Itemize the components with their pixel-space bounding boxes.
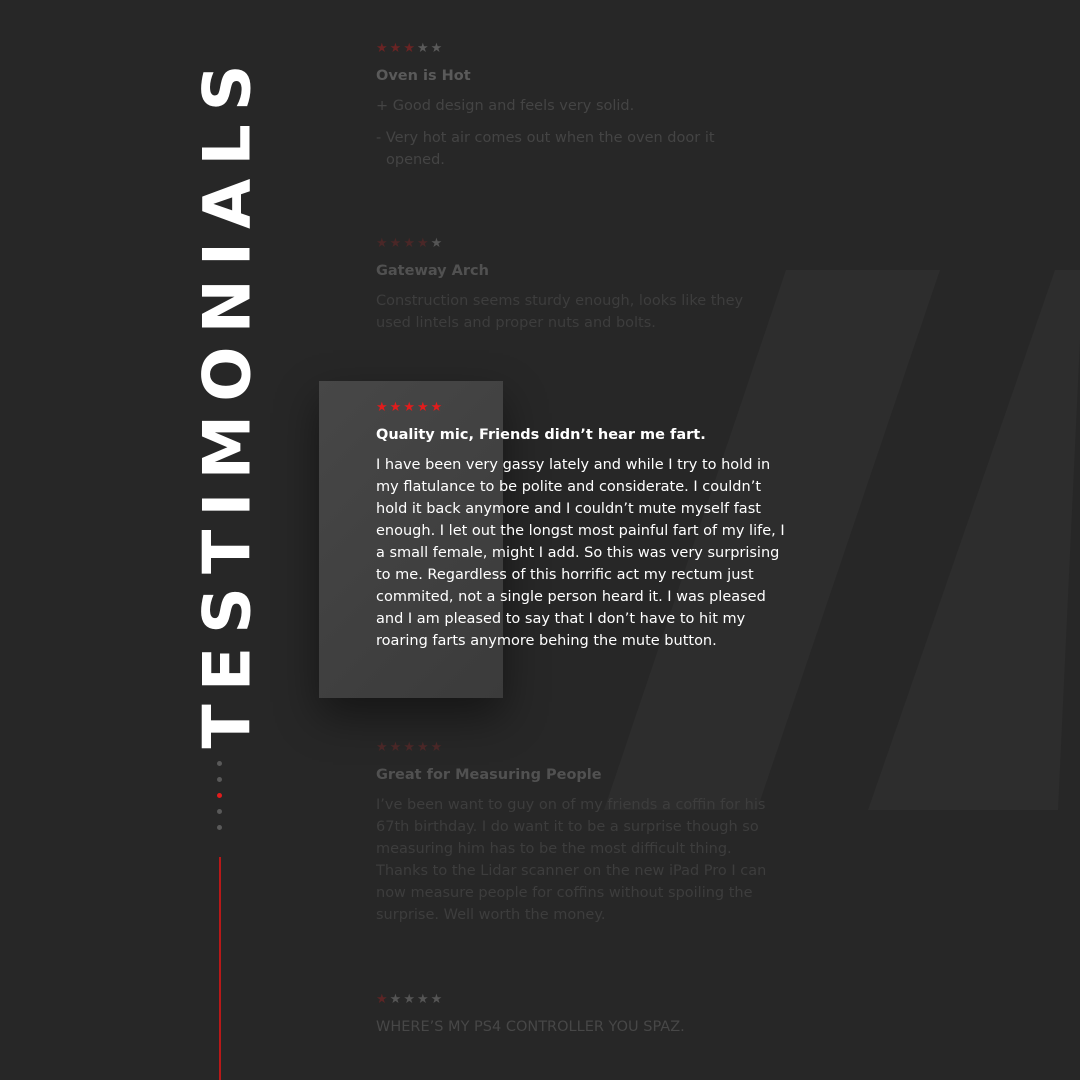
review-body xyxy=(376,290,776,334)
star-filled-icon: ★ xyxy=(430,400,445,415)
star-empty-icon: ★ xyxy=(430,41,445,56)
star-filled-icon: ★ xyxy=(376,41,390,56)
star-filled-icon: ★ xyxy=(376,400,390,415)
star-filled-icon: ★ xyxy=(416,236,431,251)
review-body xyxy=(376,794,788,926)
star-filled-icon: ★ xyxy=(376,236,390,251)
review-card[interactable] xyxy=(376,41,746,171)
review-pro: + Good design and feels very solid. xyxy=(376,98,635,114)
star-rating xyxy=(376,400,788,416)
star-empty-icon: ★ xyxy=(416,41,431,56)
review-body xyxy=(376,95,746,171)
review-title: Great for Measuring People xyxy=(376,767,602,783)
star-rating xyxy=(376,992,796,1008)
accent-line xyxy=(219,857,221,1080)
review-card[interactable] xyxy=(376,236,776,334)
review-title: Gateway Arch xyxy=(376,263,489,279)
star-filled-icon: ★ xyxy=(389,740,404,755)
review-body xyxy=(376,454,788,652)
star-filled-icon: ★ xyxy=(403,236,417,251)
star-filled-icon: ★ xyxy=(403,400,417,415)
pagination-dot[interactable] xyxy=(217,825,222,830)
star-filled-icon: ★ xyxy=(430,740,445,755)
star-filled-icon: ★ xyxy=(376,740,390,755)
review-card[interactable] xyxy=(376,740,788,926)
review-con: - Very hot air comes out when the oven door it opened. xyxy=(376,130,715,168)
star-filled-icon: ★ xyxy=(403,41,417,56)
review-body xyxy=(376,1016,796,1038)
star-empty-icon: ★ xyxy=(430,992,445,1007)
review-card-active[interactable] xyxy=(376,400,788,652)
star-filled-icon: ★ xyxy=(376,992,390,1007)
star-empty-icon: ★ xyxy=(389,992,404,1007)
star-rating xyxy=(376,236,776,252)
review-text: WHERE’S MY PS4 CONTROLLER YOU SPAZ. xyxy=(376,1019,685,1035)
star-empty-icon: ★ xyxy=(403,992,417,1007)
star-filled-icon: ★ xyxy=(389,41,404,56)
review-text: I have been very gassy lately and while I try to hold in my flatulance to be polite and considerate. I couldn’t hold it back anymore and I couldn’t mute myself fast enough. I let out the longst most painful fart of my life, I a small female, might I add. So this was very surprising to me. Regardless of this horrific act my rectum just commited, not a single person heard it. I was pleased and I am pleased to say that I don’t have to hit my roaring farts anymore behing the mute button. xyxy=(376,457,785,649)
star-filled-icon: ★ xyxy=(389,236,404,251)
pagination-dot-active[interactable] xyxy=(217,793,222,798)
review-title: Quality mic, Friends didn’t hear me fart. xyxy=(376,427,706,443)
star-filled-icon: ★ xyxy=(416,740,431,755)
star-rating xyxy=(376,740,788,756)
pagination-dot[interactable] xyxy=(217,761,222,766)
star-filled-icon: ★ xyxy=(403,740,417,755)
pagination-dot[interactable] xyxy=(217,809,222,814)
star-empty-icon: ★ xyxy=(430,236,445,251)
star-empty-icon: ★ xyxy=(416,992,431,1007)
review-title: Oven is Hot xyxy=(376,68,471,84)
pagination-dot[interactable] xyxy=(217,777,222,782)
review-text: Construction seems sturdy enough, looks like they used lintels and proper nuts and bolts. xyxy=(376,293,744,331)
star-rating xyxy=(376,41,746,57)
star-filled-icon: ★ xyxy=(389,400,404,415)
review-card[interactable] xyxy=(376,992,796,1038)
review-text: I’ve been want to guy on of my friends a coffin for his 67th birthday. I do want it to be a surprise though so measuring him has to be the most difficult thing. Thanks to the Lidar scanner on the new iPad Pro I can now measure people for coffins without spoiling the surprise. Well worth the money. xyxy=(376,797,767,923)
page-title: TESTIMONIALS xyxy=(190,51,266,749)
star-filled-icon: ★ xyxy=(416,400,431,415)
